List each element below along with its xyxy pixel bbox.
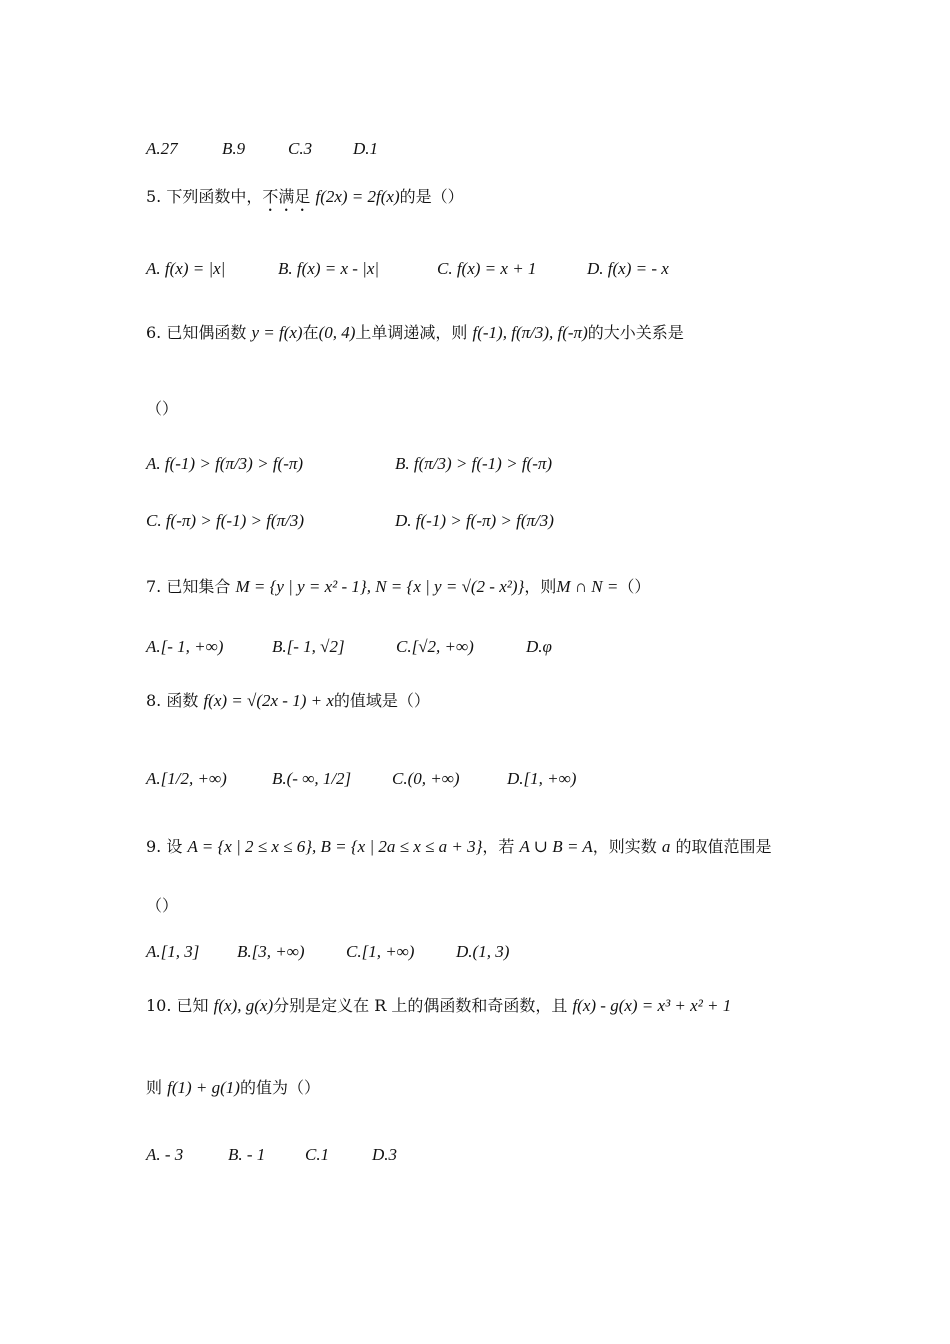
q10-text2: 分别是定义在 R 上的偶函数和奇函数，且 [273,996,568,1015]
q10-option-c: C.1 [305,1145,330,1164]
q9-paren: （） [146,896,179,915]
q6-stem [146,322,684,344]
q8-stem [146,690,430,712]
q5-prefix: 5. 下列函数中， [146,187,263,206]
q9-text2: ，若 [482,837,515,856]
q5-emphasis: 不满足 [262,187,311,206]
q8-option-a: A.[1/2, +∞) [146,769,227,788]
q7-paren: （） [618,577,651,596]
q5-option-a: A. f(x) = |x| [146,259,226,278]
q9-text1: 9. 设 [146,837,183,856]
q5-stem [146,186,464,215]
q9-variable: a [661,837,671,856]
q9-option-b: B.[3, +∞) [237,942,305,961]
q7-option-b: B.[- 1, √2] [272,637,345,656]
q9-text4: 的取值范围是 [675,837,772,856]
q6-text3: 上单调递减，则 [355,323,468,342]
q7-text2: ，则 [524,577,557,596]
q8-text1: 8. 函数 [146,691,199,710]
q10-stem-line2 [146,1077,320,1099]
q9-text3: ，则实数 [592,837,657,856]
q7-sets: M = {y | y = x² - 1}, N = {x | y = √(2 - x²)} [235,577,525,596]
q7-stem [146,576,650,598]
q5-option-b: B. f(x) = x - |x| [278,259,380,278]
q10-line2a: 则 [146,1078,163,1097]
q7-option-d: D.φ [526,637,552,656]
q8-option-b: B.(- ∞, 1/2] [272,769,352,788]
q10-text1: 10. 已知 [146,996,209,1015]
q6-option-a: A. f(-1) > f(π/3) > f(-π) [146,454,304,473]
q10-functions: f(x), g(x) [213,996,274,1015]
q6-function: y = f(x) [251,323,303,342]
q8-option-d: D.[1, +∞) [507,769,577,788]
q4-option-a: A.27 [146,139,178,158]
q9-sets: A = {x | 2 ≤ x ≤ 6}, B = {x | 2a ≤ x ≤ a + 3} [187,837,483,856]
q5-option-d: D. f(x) = - x [587,259,669,278]
q6-interval: (0, 4) [318,323,356,342]
q7-option-a: A.[- 1, +∞) [146,637,224,656]
q5-formula: f(2x) = 2f(x) [315,187,400,206]
q6-paren: （） [146,399,179,418]
q9-option-d: D.(1, 3) [456,942,510,961]
q9-stem [146,836,771,858]
q9-condition: A ∪ B = A [519,837,593,856]
q4-option-c: C.3 [288,139,313,158]
q6-option-d: D. f(-1) > f(-π) > f(π/3) [395,511,554,530]
q5-option-c: C. f(x) = x + 1 [437,259,537,278]
q6-values: f(-1), f(π/3), f(-π) [472,323,588,342]
q6-option-b: B. f(π/3) > f(-1) > f(-π) [395,454,553,473]
q9-option-a: A.[1, 3] [146,942,200,961]
q10-expression: f(1) + g(1) [167,1078,240,1097]
q10-option-b: B. - 1 [228,1145,266,1164]
q6-text1: 6. 已知偶函数 [146,323,247,342]
q8-text2: 的值域是（） [333,691,430,710]
q7-option-c: C.[√2, +∞) [396,637,474,656]
q10-line2b: 的值为（） [239,1078,320,1097]
q10-stem [146,995,731,1017]
q9-option-c: C.[1, +∞) [346,942,415,961]
q6-text2: 在 [302,323,319,342]
q6-text4: 的大小关系是 [587,323,684,342]
q4-option-b: B.9 [222,139,246,158]
q10-option-d: D.3 [372,1145,398,1164]
q6-option-c: C. f(-π) > f(-1) > f(π/3) [146,511,304,530]
q10-equation: f(x) - g(x) = x³ + x² + 1 [572,996,732,1015]
q8-formula: f(x) = √(2x - 1) + x [203,691,334,710]
q4-option-d: D.1 [353,139,379,158]
q7-text1: 7. 已知集合 [146,577,231,596]
q8-option-c: C.(0, +∞) [392,769,460,788]
q7-expr: M ∩ N = [556,577,619,596]
q5-suffix: 的是（） [399,187,464,206]
q10-option-a: A. - 3 [146,1145,184,1164]
